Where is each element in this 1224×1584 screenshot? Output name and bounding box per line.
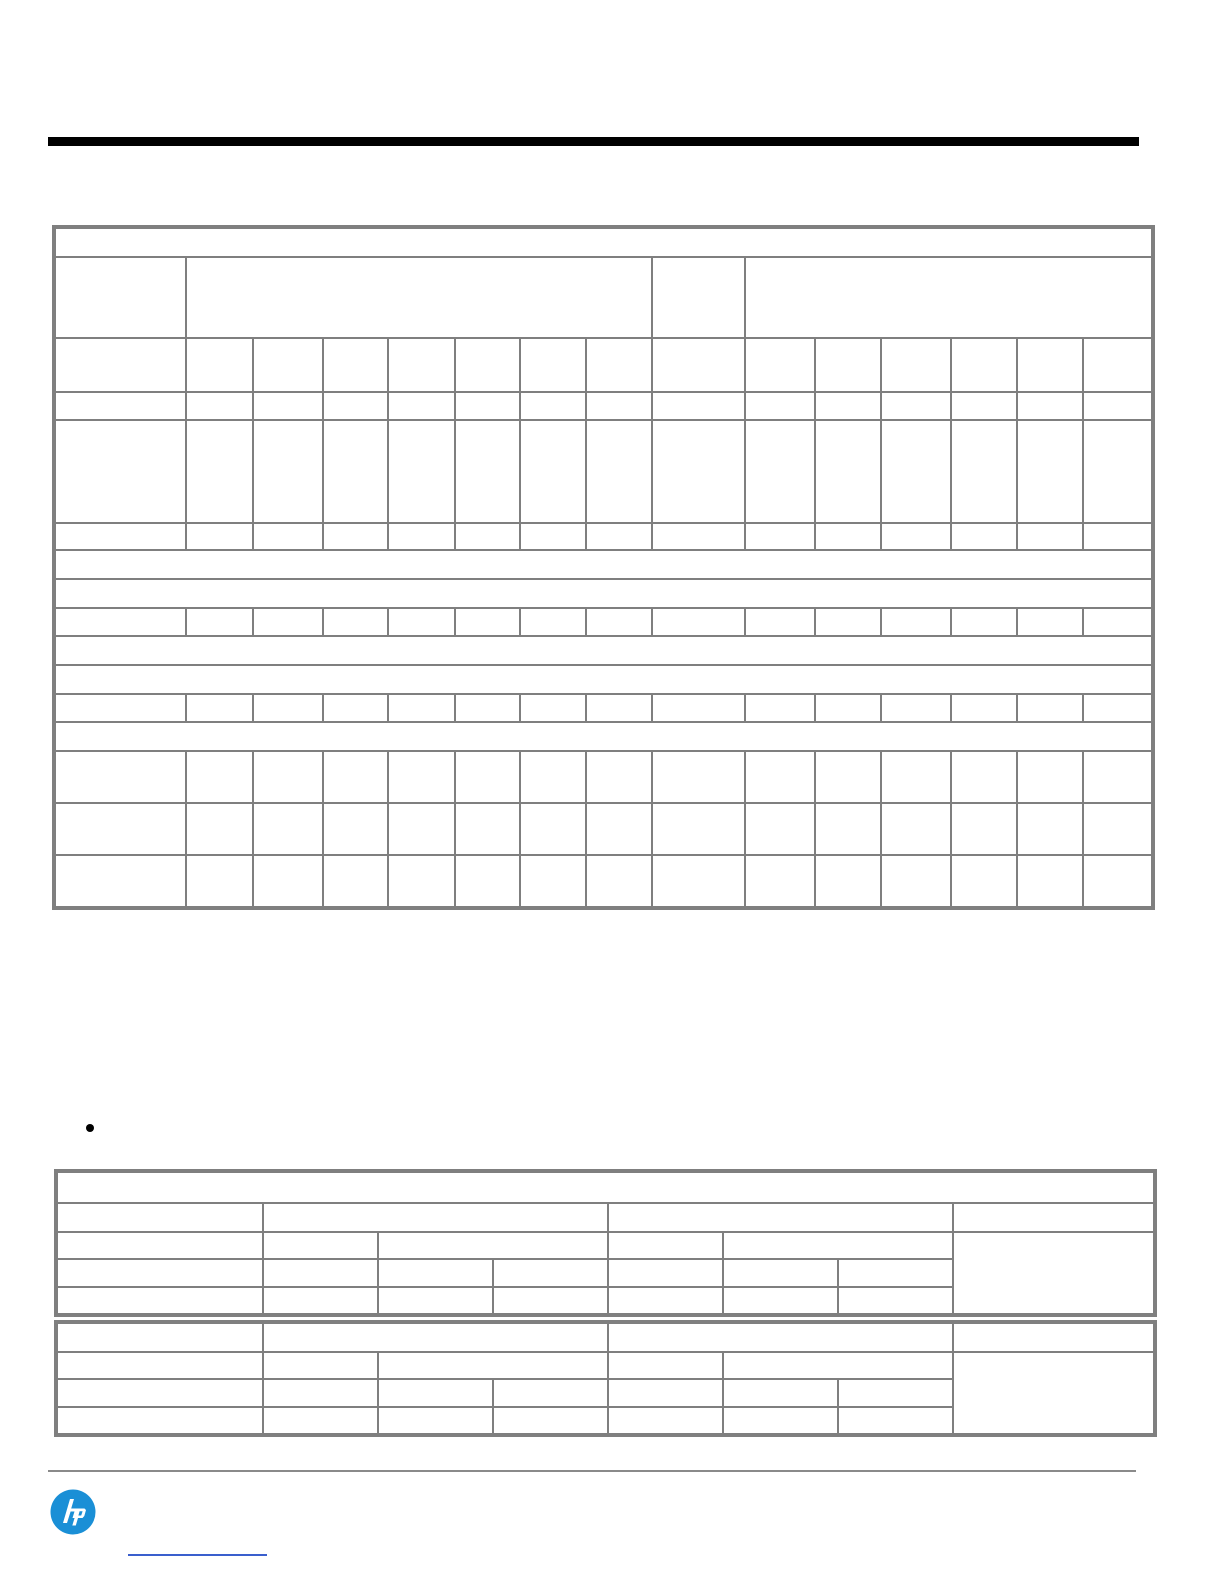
table-row (55, 803, 1152, 855)
hp-logo (50, 1489, 96, 1535)
spec-table (52, 225, 1155, 910)
table-section-row (55, 722, 1152, 751)
table-group-header-row (55, 257, 1152, 338)
table-section-row (55, 665, 1152, 694)
table-row (55, 392, 1152, 420)
table-section-row (55, 550, 1152, 579)
footer-link[interactable] (128, 1554, 267, 1556)
table-row (55, 523, 1152, 550)
table-section-row (55, 579, 1152, 608)
compatibility-table (54, 1320, 1157, 1437)
table-row (55, 855, 1152, 907)
table-row (55, 751, 1152, 803)
table-row (55, 608, 1152, 636)
table-row (57, 1352, 1154, 1379)
table-row (55, 420, 1152, 523)
table-title-row (55, 228, 1152, 257)
list-bullet (86, 1124, 94, 1132)
table-section-row (55, 636, 1152, 665)
table-header-row (57, 1203, 1154, 1232)
table-title-row (57, 1172, 1154, 1203)
table-header-row (57, 1323, 1154, 1352)
header-rule (48, 137, 1139, 146)
table-row (57, 1232, 1154, 1259)
table-header-row (55, 338, 1152, 392)
compatibility-table (54, 1169, 1157, 1317)
footer-rule (48, 1470, 1136, 1472)
table-row (55, 694, 1152, 722)
